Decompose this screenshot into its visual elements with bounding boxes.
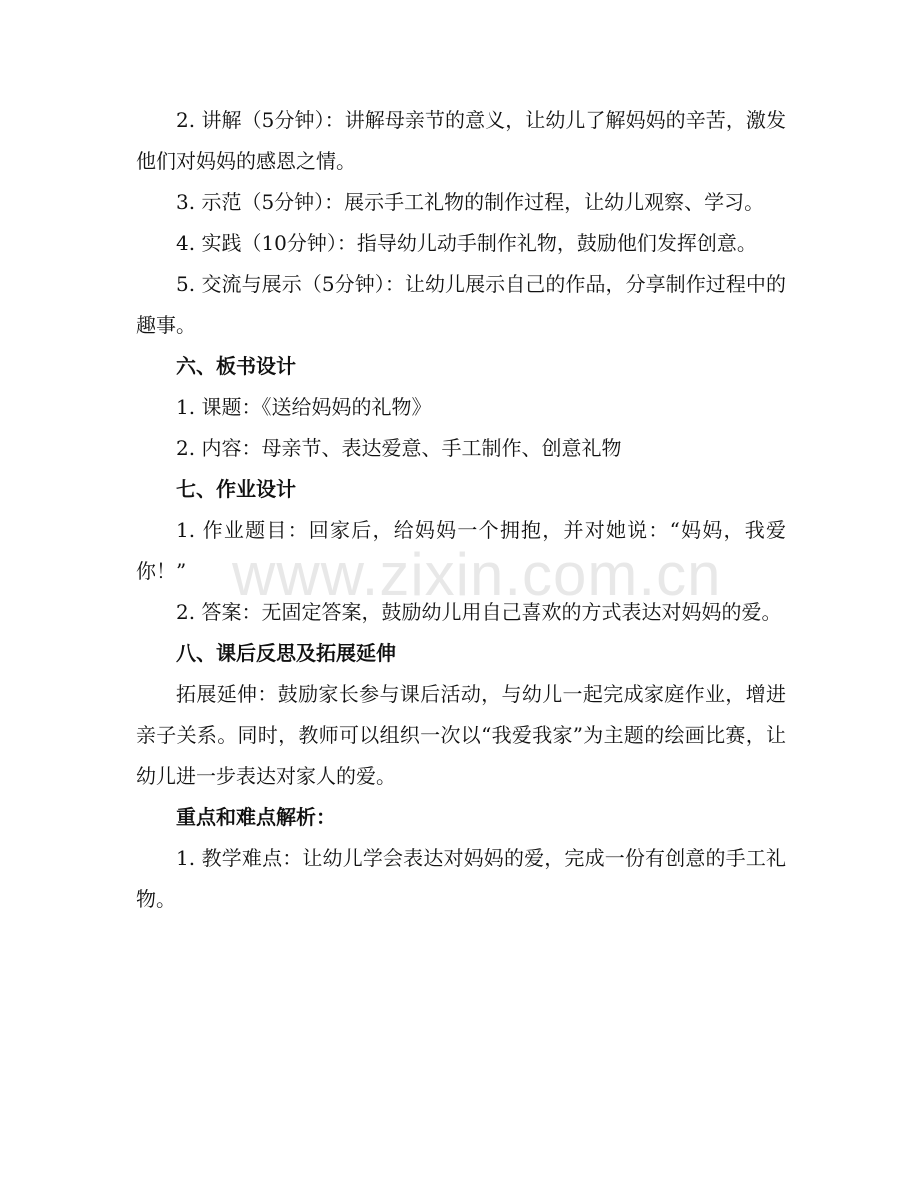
section-heading-homework-design: 七、作业设计: [176, 477, 296, 501]
paragraph-extension: 拓展延伸：鼓励家长参与课后活动，与幼儿一起完成家庭作业，增进亲子关系。同时，教师可以组织一次以“我爱我家”为主题的绘画比赛，让幼儿进一步表达对家人的爱。: [136, 682, 786, 788]
paragraph-homework-topic: 1. 作业题目：回家后，给妈妈一个拥抱，并对她说：“妈妈，我爱你！”: [136, 518, 786, 583]
watermark-text: www.zixin.com.cn: [232, 541, 722, 608]
section-heading-key-points: 重点和难点解析：: [176, 805, 336, 829]
paragraph-answer: 2. 答案：无固定答案，鼓励幼儿用自己喜欢的方式表达对妈妈的爱。: [176, 600, 782, 624]
paragraph-exchange: 5. 交流与展示（5分钟）：让幼儿展示自己的作品，分享制作过程中的趣事。: [136, 272, 786, 337]
paragraph-explain: 2. 讲解（5分钟）：讲解母亲节的意义，让幼儿了解妈妈的辛苦，激发他们对妈妈的感恩之情。: [136, 108, 786, 173]
paragraph-practice: 4. 实践（10分钟）：指导幼儿动手制作礼物，鼓励他们发挥创意。: [176, 231, 757, 255]
document-body: [136, 100, 786, 920]
paragraph-topic: 1. 课题：《送给妈妈的礼物》: [176, 395, 432, 419]
section-heading-blackboard-design: 六、板书设计: [176, 354, 296, 378]
paragraph-demonstrate: 3. 示范（5分钟）：展示手工礼物的制作过程，让幼儿观察、学习。: [176, 190, 765, 214]
paragraph-content: 2. 内容：母亲节、表达爱意、手工制作、创意礼物: [176, 436, 622, 460]
section-heading-reflection: 八、课后反思及拓展延伸: [176, 641, 396, 665]
paragraph-teaching-difficulty: 1. 教学难点：让幼儿学会表达对妈妈的爱，完成一份有创意的手工礼物。: [136, 846, 786, 911]
